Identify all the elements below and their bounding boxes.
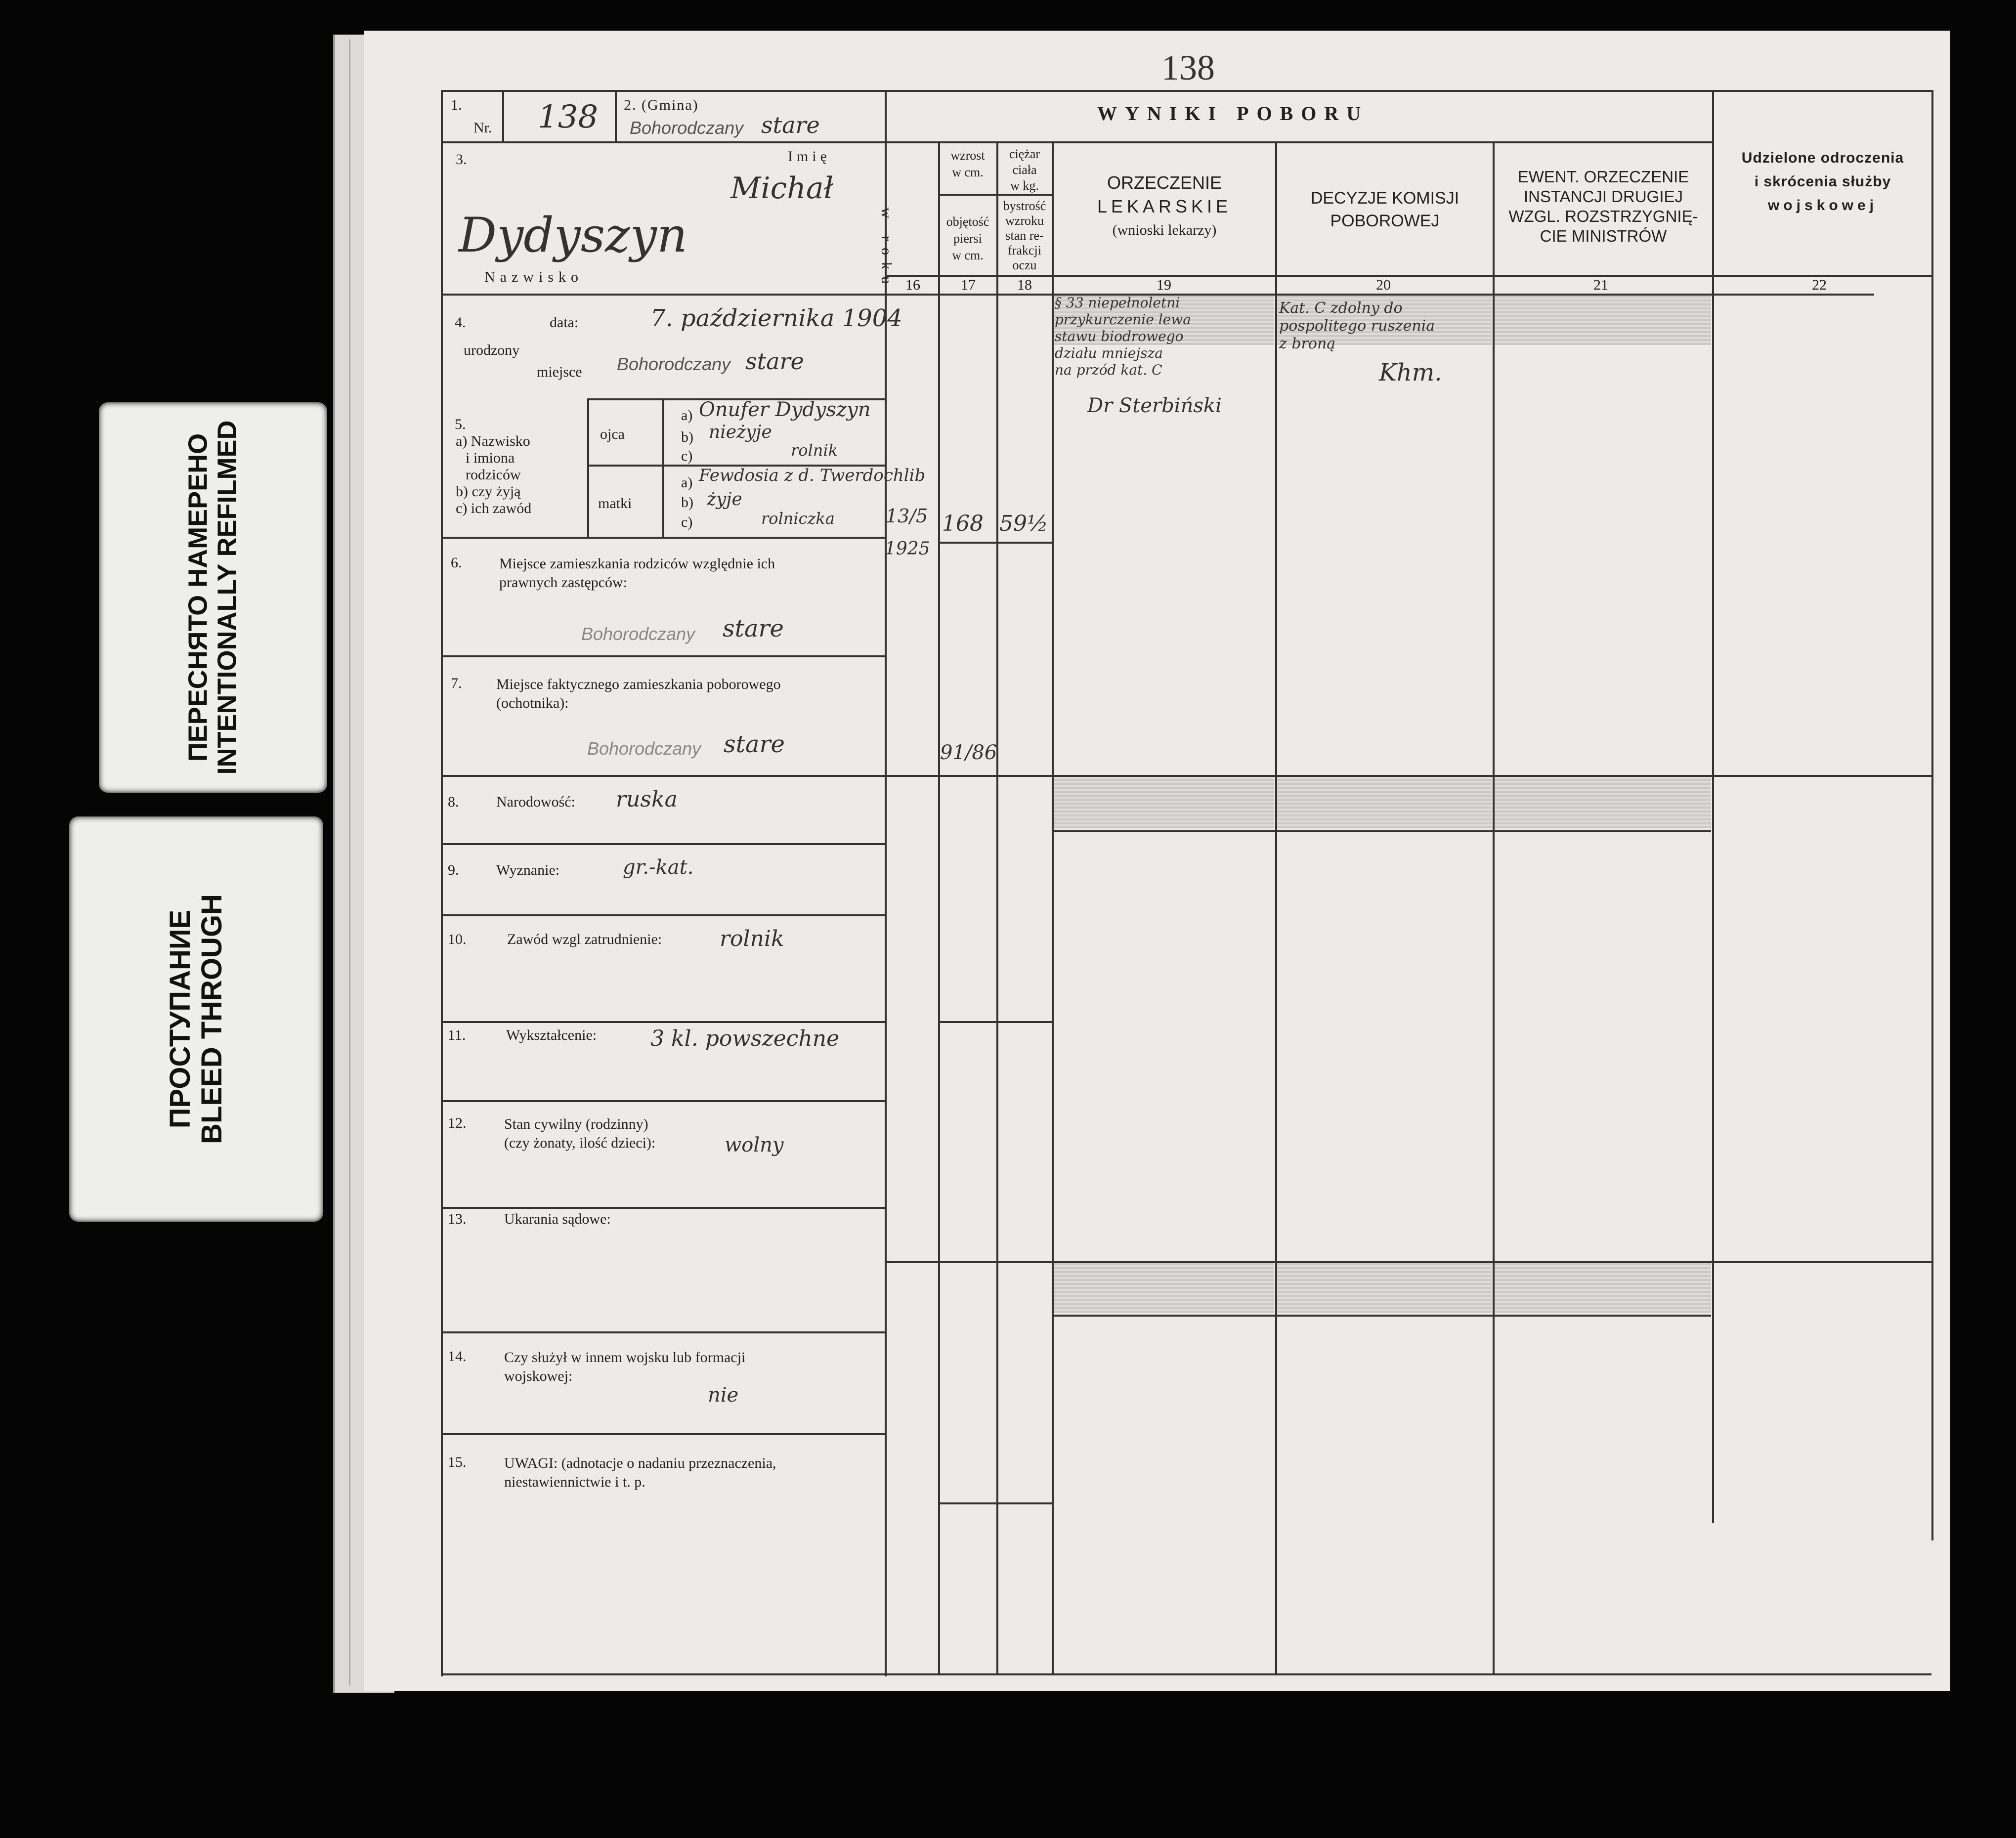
shaded-cell [1054,777,1274,828]
shaded-cell [1495,777,1711,828]
rule [615,90,617,141]
row13-num: 13. [448,1211,467,1227]
decyzje-line: Kat. C zdolny do [1279,299,1403,317]
row5-label: i imiona [466,450,515,466]
row5-labels [456,433,531,517]
row15-line: niestawiennictwie i t. p. [504,1474,645,1490]
wyniki-poboru-title: WYNIKI POBORU [1097,102,1369,125]
objetosc-value: 91/86 [940,741,997,764]
refilmed-ru: ПЕРЕСНЯТО НАМЕРЕНО [183,433,213,762]
col-text: wzrost [950,148,985,163]
rule [441,1433,885,1435]
row4-miejsce-stamp: Bohorodczany [617,354,731,374]
shaded-cell [1277,777,1492,828]
row10-label: Zawód wzgl zatrudnienie: [507,931,662,947]
ojca-c: c) [681,448,693,464]
gmina-label: 2. (Gmina) [624,97,699,113]
rule [938,1502,1053,1504]
w-roku-value-a: 13/5 [886,505,928,527]
decyzje-value [1279,299,1492,353]
col-text: bystrość [1003,199,1046,213]
row5-matki: matki [598,495,632,512]
rule [441,90,443,1676]
row15-line: UWAGI: (adnotacje o nadaniu przeznaczenia, [504,1455,776,1471]
row12-line: (czy żonaty, ilość dzieci): [504,1135,656,1151]
rule [441,655,885,657]
matki-a: a) [681,474,693,491]
row9-label: Wyznanie: [496,862,560,878]
row14-value: nie [708,1384,739,1407]
row11-num: 11. [448,1027,466,1043]
rule [441,537,885,539]
rule [662,398,664,537]
col-text: LEKARSKIE [1097,196,1232,216]
matki-c-val: rolniczka [761,509,835,528]
rule [441,1021,885,1023]
rule [441,1331,885,1333]
col-number: 22 [1812,277,1827,293]
udzielone-header [1714,146,1931,217]
row6-stamp: Bohorodczany [581,624,695,644]
rule [1931,90,1933,1540]
shaded-cell [1277,1263,1492,1313]
rule [938,1021,1053,1023]
rule [441,843,885,845]
col-text: CIE MINISTRÓW [1540,227,1667,245]
bleed-ru: ПРОСТУПАНИЕ [164,909,197,1129]
row15-label [504,1454,776,1492]
rule [1712,90,1714,1523]
col16-w-roku: w roku [878,208,895,291]
col-text: oczu [1012,258,1037,272]
rule [441,1207,885,1209]
rule [996,141,998,1673]
row14-num: 14. [448,1348,467,1365]
orzeczenie-line: § 33 niepełnoletni [1055,295,1180,311]
gmina-stamp: Bohorodczany [630,118,744,138]
orzeczenie-line: stawu biodrowego [1055,328,1184,344]
col-text: wzroku [1005,214,1044,228]
row12-line: Stan cywilny (rodzinny) [504,1116,648,1132]
row4-miejsce-hand: stare [745,348,804,375]
rule [441,914,885,916]
row7-label [496,675,781,713]
col-text: frakcji [1008,243,1041,257]
orzeczenie-line: na przód kat. C [1055,362,1162,378]
ojca-b: b) [681,429,693,445]
orzeczenie-line: przykurczenie lewa [1055,311,1191,328]
row7-stamp: Bohorodczany [587,738,701,759]
rule [441,141,886,143]
row6-label [499,555,775,592]
row5-label: a) Nazwisko [456,433,530,449]
refilmed-en: INTENTIONALLY REFILMED [213,420,242,775]
row9-num: 9. [448,862,459,878]
field1-label: 1. [451,97,462,113]
rule [502,90,504,141]
row6-line: prawnych zastępców: [499,574,628,591]
matki-b: b) [681,494,693,511]
col-text: w cm. [952,165,984,179]
row5-label: rodziców [466,467,521,483]
row7-line: Miejsce faktycznego zamieszkania poborowego [496,676,781,692]
row9-value: gr.-kat. [623,856,694,879]
ojca-b-val: nieżyje [709,422,772,442]
row6-line: Miejsce zamieszkania rodziców względnie ich [499,556,775,572]
row7-num: 7. [451,675,462,691]
col-text: w cm. [952,248,984,262]
row7-line: (ochotnika): [496,695,569,711]
decyzje-line: z broną [1279,335,1336,352]
rule [938,141,940,1673]
col-text: INSTANCJI DRUGIEJ [1523,187,1683,206]
row5-label: b) czy żyją [456,483,521,500]
col-text: EWENT. ORZECZENIE [1517,168,1689,186]
col-number: 19 [1157,277,1171,293]
col-text: WZGL. ROZSTRZYGNIĘ- [1508,207,1698,225]
decyzje-line: pospolitego ruszenia [1279,317,1435,335]
rule [1493,141,1495,1673]
row5-ojca: ojca [600,426,625,442]
col18-ciezar [997,146,1052,194]
row4-data-label: data: [550,314,579,331]
row10-num: 10. [448,931,467,947]
col18-bystrosc [997,199,1052,273]
row4-data-value: 7. października 1904 [650,304,902,332]
row12-num: 12. [448,1115,467,1131]
col-text: ciała [1012,163,1037,177]
matki-a-val: Fewdosia z d. Twerdochlib [699,466,926,485]
row10-value: rolnik [720,926,784,951]
col-text: stan re- [1005,228,1044,243]
col-number: 21 [1593,277,1608,293]
decyzje-signature: Khm. [1379,359,1442,386]
orzeczenie-value [1055,295,1277,379]
rule [1052,1315,1711,1317]
udzielone-line: i skrócenia służby [1754,173,1891,190]
nr-value: 138 [538,99,599,135]
name-num: 3. [456,151,467,168]
rule [441,1673,1931,1675]
row8-label: Narodowość: [496,794,575,810]
ojca-a-val: Onufer Dydyszyn [699,398,871,421]
bleed-en: BLEED THROUGH [196,894,228,1144]
col-number: 18 [1017,277,1032,293]
row13-label: Ukarania sądowe: [504,1211,611,1227]
row14-line: Czy służył w innem wojsku lub formacji [504,1349,746,1366]
row8-num: 8. [448,794,459,810]
orzeczenie-line: działu mniejsza [1055,345,1163,361]
col-text: objętość [946,214,989,229]
rule [885,141,1713,143]
surname-value: Dydyszyn [459,208,687,263]
rule [1052,830,1711,832]
udzielone-line: Udzielone odroczenia [1741,150,1904,166]
row8-value: ruska [616,787,678,812]
col20-decyzje [1277,187,1493,232]
gmina-hand: stare [761,112,820,138]
row14-label [504,1348,745,1386]
imie-label: Imię [788,148,831,165]
nr-label: Nr. [473,120,492,136]
bleed-note [69,816,323,1222]
shaded-cell [1495,1263,1711,1313]
col-text: POBOROWEJ [1330,212,1440,230]
row12-label [504,1115,655,1153]
row11-label: Wykształcenie: [506,1027,597,1043]
row7-hand: stare [724,730,785,758]
page-number: 138 [1161,48,1215,87]
rule [885,275,1932,277]
w-roku-value-b: 1925 [885,539,930,559]
rule [587,398,589,537]
rule [441,1100,885,1102]
col17-objetosc [939,214,996,264]
rule [1052,141,1054,1673]
shaded-cell [1495,296,1711,345]
wzrost-value: 168 [942,511,984,536]
row6-num: 6. [451,555,462,571]
matki-b-val: żyje [707,489,742,510]
rule [938,194,1053,196]
col-number: 17 [961,277,976,293]
row15-num: 15. [448,1454,467,1470]
col17-wzrost [939,147,996,181]
col21-ewent [1495,167,1712,246]
col-text: piersi [953,231,982,246]
orzeczenie-signature: Dr Sterbiński [1087,394,1222,417]
col-text: ciężar [1009,147,1040,161]
row14-line: wojskowej: [504,1368,573,1384]
rule [441,90,1933,92]
imie-value: Michał [730,171,834,206]
ojca-c-val: rolnik [791,441,838,460]
row11-value: 3 kl. powszechne [650,1026,840,1051]
col19-orzeczenie [1054,171,1275,242]
row5-num: 5. [455,416,466,432]
matki-c: c) [681,514,693,530]
row6-hand: stare [723,615,784,642]
row4-miejsce-label: miejsce [537,364,582,380]
shaded-cell [1054,1263,1274,1313]
refilmed-note [99,402,327,793]
col-text: ORZECZENIE [1107,172,1222,193]
col-number: 20 [1376,277,1391,293]
ciezar-value: 59½ [999,511,1048,536]
row5-label: c) ich zawód [456,500,532,516]
col-text: DECYZJE KOMISJI [1310,189,1459,208]
nazwisko-label: Nazwisko [484,269,583,285]
col-text: (wnioski lekarzy) [1112,222,1217,238]
row4-urodzony: urodzony [464,342,520,358]
col-text: w kg. [1010,178,1039,193]
col-number: 16 [905,277,920,293]
ojca-a: a) [681,407,693,424]
row4-num: 4. [455,314,466,331]
row12-value: wolny [725,1134,784,1156]
udzielone-line: wojskowej [1767,197,1878,214]
rule [938,542,1053,544]
